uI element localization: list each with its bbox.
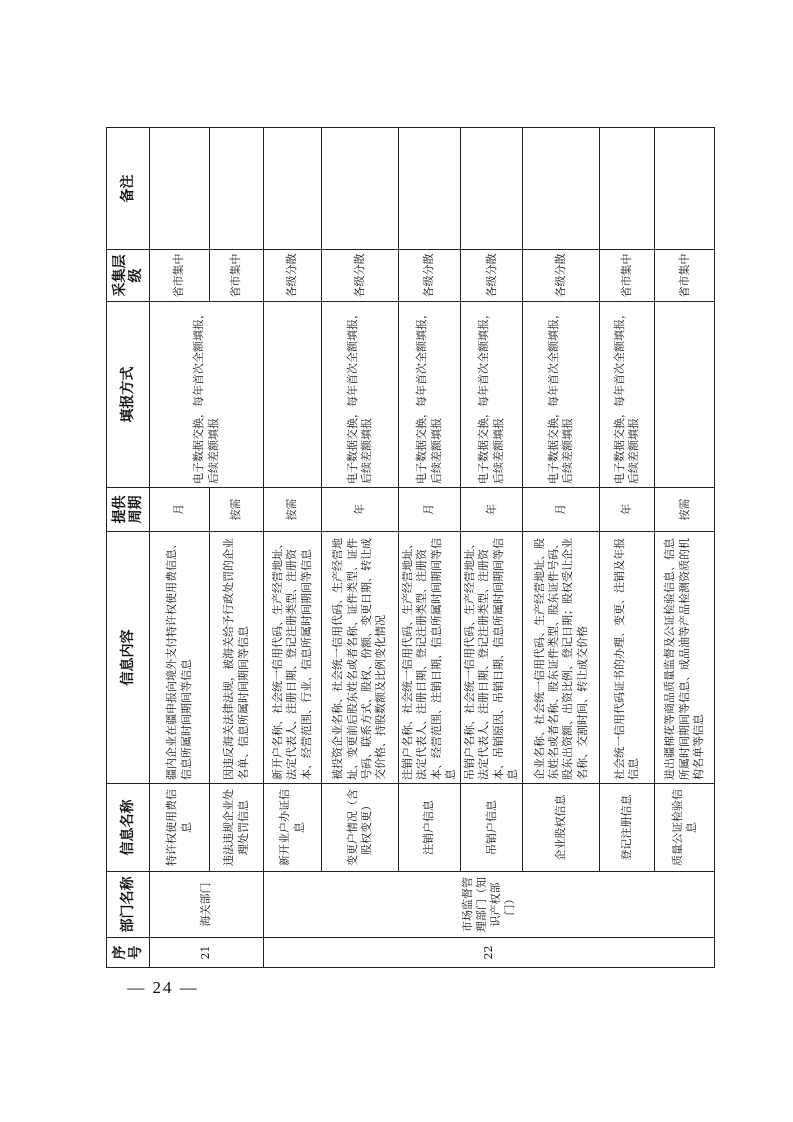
method-cell: 电子数据交换，每年首次全额填报，后续差额填报 bbox=[523, 302, 600, 488]
info-content-cell: 疆内企业在疆申报向境外支付特许权使用费信息、信息所属时间期间等信息 bbox=[150, 532, 210, 784]
level-cell: 省市集中 bbox=[210, 250, 264, 302]
table-row bbox=[210, 128, 264, 968]
remark-cell bbox=[210, 128, 264, 250]
level-cell: 省市集中 bbox=[600, 250, 655, 302]
period-cell: 月 bbox=[523, 488, 600, 532]
level-cell: 省市集中 bbox=[655, 250, 715, 302]
table-row bbox=[322, 128, 399, 968]
header-name: 信息名称 bbox=[107, 784, 150, 872]
period-cell: 月 bbox=[150, 488, 210, 532]
dept-cell: 海关部门 bbox=[150, 872, 264, 938]
rotated-table bbox=[106, 128, 706, 968]
header-remark: 备注 bbox=[107, 128, 150, 250]
table-row bbox=[461, 128, 523, 968]
header-period: 提供周期 bbox=[107, 488, 150, 532]
seq-cell: 21 bbox=[150, 938, 264, 968]
header-content: 信息内容 bbox=[107, 532, 150, 784]
method-cell: 电子数据交换，每年首次全额填报，后续差额填报 bbox=[150, 302, 264, 488]
rotated-table-frame bbox=[106, 128, 706, 968]
method-cell: 电子数据交换，每年首次全额填报，后续差额填报 bbox=[600, 302, 655, 488]
info-content-cell: 注销户名称、社会统一信用代码、生产经营地址、法定代表人、注册日期、登记注册类型、注册资本、经营范围、注销日期、信息所属时间期间等信息 bbox=[399, 532, 461, 784]
remark-cell bbox=[655, 128, 715, 250]
info-content-cell: 被投资企业名称、社会统一信用代码、生产经营地址、变更前后股东姓名或者名称、证件类型、证件号码、联系方式、股权、份额、变更日期、转让成交价格、持股数额及比例变化情况 bbox=[322, 532, 399, 784]
table-row bbox=[150, 128, 210, 968]
method-cell: 电子数据交换，每年首次全额填报，后续差额填报 bbox=[399, 302, 461, 488]
period-cell: 按需 bbox=[264, 488, 322, 532]
info-content-cell: 企业名称、社会统一信用代码、生产经营地址、股东姓名或者名称、股东证件类型、股东证件号码、股东出资额、出资比例、登记日期；股权受让企业名称、交割时间、转让成交价格 bbox=[523, 532, 600, 784]
info-name-cell: 变更户情况（含股权变更） bbox=[322, 784, 399, 872]
info-content-cell: 进出疆棉花等商品质量监督及公证检验信息、信息所属时间期间等信息、成品油等产品检测资质的机构名单等信息 bbox=[655, 532, 715, 784]
period-cell: 年 bbox=[322, 488, 399, 532]
level-cell: 各级分散 bbox=[322, 250, 399, 302]
level-cell: 各级分散 bbox=[461, 250, 523, 302]
remark-cell bbox=[150, 128, 210, 250]
period-cell: 年 bbox=[600, 488, 655, 532]
level-cell: 各级分散 bbox=[399, 250, 461, 302]
table-row bbox=[264, 128, 322, 968]
info-table bbox=[106, 127, 715, 968]
table-row bbox=[399, 128, 461, 968]
info-name-cell: 企业股权信息 bbox=[523, 784, 600, 872]
method-cell bbox=[264, 302, 322, 488]
info-name-cell: 注销户信息 bbox=[399, 784, 461, 872]
method-cell: 电子数据交换，每年首次全额填报，后续差额填报 bbox=[322, 302, 399, 488]
info-content-cell: 社会统一信用代码证书的办理、变更、注销及年报信息 bbox=[600, 532, 655, 784]
header-dept: 部门名称 bbox=[107, 872, 150, 938]
table-row bbox=[600, 128, 655, 968]
info-content-cell: 吊销户名称、社会统一信用代码、生产经营地址、法定代表人、注册日期、登记注册类型、注册资本、吊销原因、吊销日期、信息所属时间期间等信息 bbox=[461, 532, 523, 784]
info-name-cell: 特许权使用费信息 bbox=[150, 784, 210, 872]
header-method: 填报方式 bbox=[107, 302, 150, 488]
period-cell: 年 bbox=[461, 488, 523, 532]
table-row bbox=[523, 128, 600, 968]
header-seq: 序号 bbox=[107, 938, 150, 968]
header-level: 采集层级 bbox=[107, 250, 150, 302]
info-name-cell: 新开业户办证信息 bbox=[264, 784, 322, 872]
period-cell: 按需 bbox=[655, 488, 715, 532]
remark-cell bbox=[523, 128, 600, 250]
info-name-cell: 违法违规企业处理处罚信息 bbox=[210, 784, 264, 872]
remark-cell bbox=[600, 128, 655, 250]
method-cell: 电子数据交换，每年首次全额填报，后续差额填报 bbox=[461, 302, 523, 488]
info-name-cell: 登记注册信息 bbox=[600, 784, 655, 872]
level-cell: 各级分散 bbox=[264, 250, 322, 302]
period-cell: 按需 bbox=[210, 488, 264, 532]
level-cell: 省市集中 bbox=[150, 250, 210, 302]
remark-cell bbox=[399, 128, 461, 250]
seq-cell: 22 bbox=[264, 938, 715, 968]
dept-cell: 市场监督管理部门（知识产权部门） bbox=[264, 872, 715, 938]
remark-cell bbox=[322, 128, 399, 250]
remark-cell bbox=[264, 128, 322, 250]
method-cell bbox=[655, 302, 715, 488]
table-row bbox=[655, 128, 715, 968]
info-name-cell: 质量公证检验信息 bbox=[655, 784, 715, 872]
info-name-cell: 吊销户信息 bbox=[461, 784, 523, 872]
remark-cell bbox=[461, 128, 523, 250]
period-cell: 月 bbox=[399, 488, 461, 532]
info-content-cell: 因违反海关法律法规，被海关给予行政处罚的企业名单、信息所属时间期间等信息 bbox=[210, 532, 264, 784]
level-cell: 各级分散 bbox=[523, 250, 600, 302]
page-number: — 24 — bbox=[127, 978, 199, 997]
info-content-cell: 新开户名称、社会统一信用代码、生产经营地址、法定代表人、注册日期、登记注册类型、注册资本、经营范围、行业、信息所属时间期间等信息 bbox=[264, 532, 322, 784]
header-row bbox=[107, 128, 150, 968]
